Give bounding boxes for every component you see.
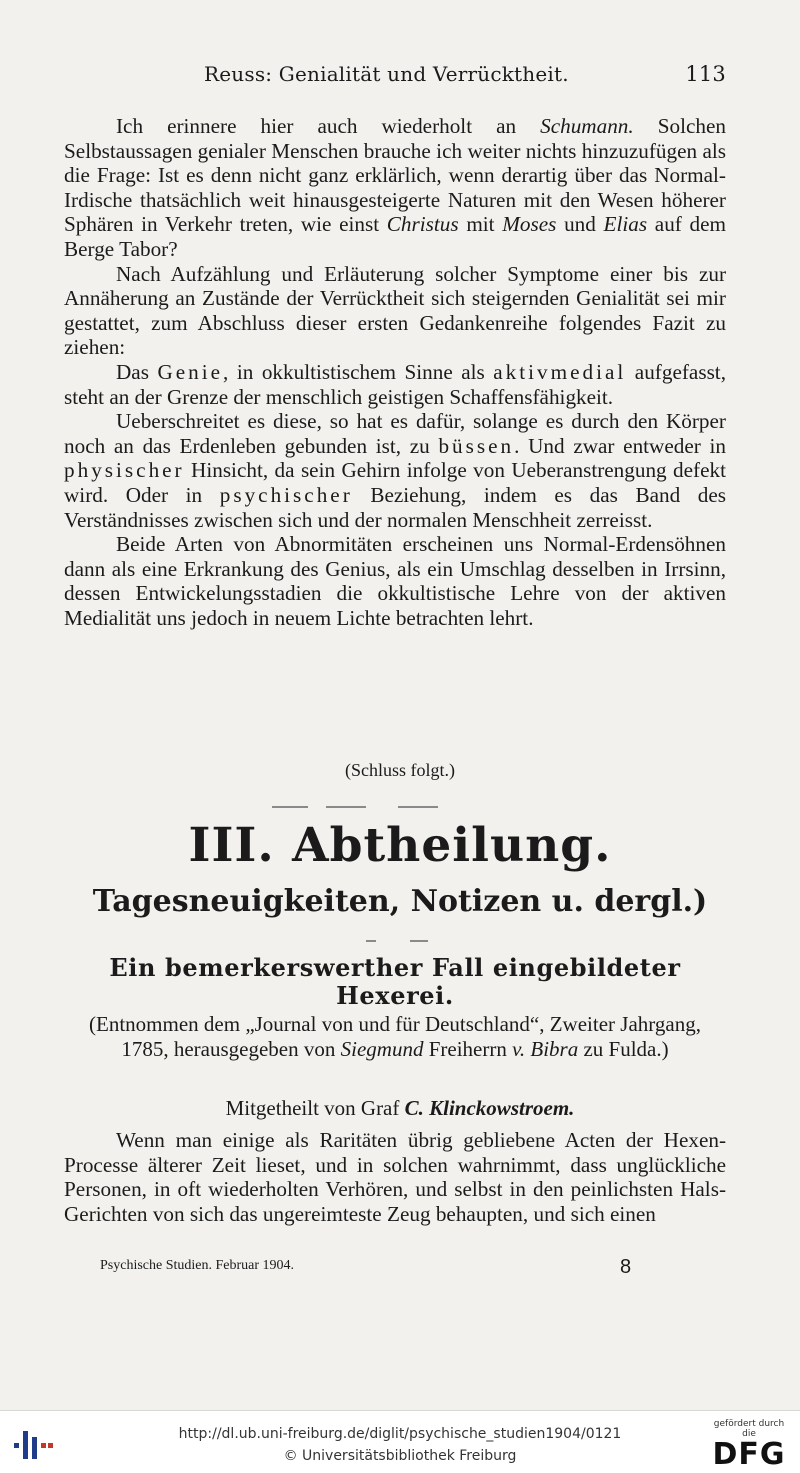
section-subheading: Tagesneuigkeiten, Notizen u. dergl.) xyxy=(92,884,708,919)
article-body xyxy=(64,1128,726,1226)
dfg-funded-label: gefördert durch die xyxy=(713,1419,785,1439)
source-note: (Entnommen dem „Journal von und für Deutschland“, Zweiter Jahrgang, 1785, herausgegeben von Siegmund Freiherrn v. Bibra zu Fulda.) xyxy=(89,1012,701,1061)
divider xyxy=(398,806,438,808)
running-title: Reuss: Genialität und Verrücktheit. xyxy=(204,62,569,86)
paragraph: Ich erinnere hier auch wiederholt an Schumann. Solchen Selbstaussagen genialer Menschen brauche ich weiter nichts hinzuzufügen als die Frage: Ist es denn nicht ganz erklärlich, wenn derartig über das Normal-Irdische thatsächlich weit hinausgesteigerte Naturen mit den Wesen höherer Sphären in Verkehr treten, wie einst Christus mit Moses und Elias auf dem Berge Tabor? xyxy=(64,114,726,261)
author-line: Mitgetheilt von Graf C. Klinckowstroem. xyxy=(225,1096,575,1120)
running-head xyxy=(64,62,726,90)
article-title: Ein bemerkerswerther Fall eingebildeter Hexerei. xyxy=(109,953,681,1010)
section-heading: III. Abtheilung. xyxy=(188,818,612,873)
permalink[interactable]: http://dl.ub.uni-freiburg.de/diglit/psychische_studien1904/0121 xyxy=(178,1426,622,1442)
dfg-logo-text: DFG xyxy=(712,1437,786,1472)
paragraph: Beide Arten von Abnormitäten erscheinen uns Normal-Erdensöhnen dann als eine Erkrankung des Genius, als ein Umschlag desselben in Irrsinn, dessen Entwickelungsstadien die okkultistische Lehre von der aktiven Medialität uns jedoch in neuem Lichte betrachten lehrt. xyxy=(64,532,726,630)
divider xyxy=(326,806,366,808)
article-body-continued xyxy=(64,114,726,630)
copyright: © Universitätsbibliothek Freiburg xyxy=(283,1448,517,1464)
paragraph: Wenn man einige als Raritäten übrig gebliebene Acten der Hexen-Processe älterer Zeit lieset, und in solchen wahrnimmt, dass unglückliche Personen, in oft wiederholten Verhören, und selbst in den peinlichsten Hals-Gerichten von sich das ungereimteste Zeug behaupten, und sich einen xyxy=(64,1128,726,1226)
paragraph: Ueberschreitet es diese, so hat es dafür, solange es durch den Körper noch an das Erdenleben gebunden ist, zu büssen. Und zwar entweder in physischer Hinsicht, da sein Gehirn infolge von Ueberanstrengung defekt wird. Oder in psychischer Beziehung, indem es das Band des Verständnisses zwischen sich und der normalen Menschheit zerreisst. xyxy=(64,409,726,532)
viewer-footer xyxy=(0,1410,800,1473)
paragraph: Nach Aufzählung und Erläuterung solcher Symptome einer bis zur Annäherung an Zustände der Verrücktheit sich steigernden Genialität sei mir gestattet, zum Abschluss dieser ersten Gedankenreihe folgendes Fazit zu ziehen: xyxy=(64,261,726,360)
to-be-continued-note: (Schluss folgt.) xyxy=(345,760,455,780)
signature-mark: 8 xyxy=(620,1256,632,1278)
paragraph: Das Genie, in okkultistischem Sinne als aktivmedial aufgefasst, steht an der Grenze der menschlich geistigen Schaffensfähigkeit. xyxy=(64,359,726,409)
journal-footer: Psychische Studien. Februar 1904. xyxy=(100,1258,295,1273)
divider xyxy=(410,940,428,942)
page-number: 113 xyxy=(685,62,726,86)
divider xyxy=(366,940,376,942)
dfg-logo xyxy=(706,1419,792,1472)
divider xyxy=(272,806,308,808)
